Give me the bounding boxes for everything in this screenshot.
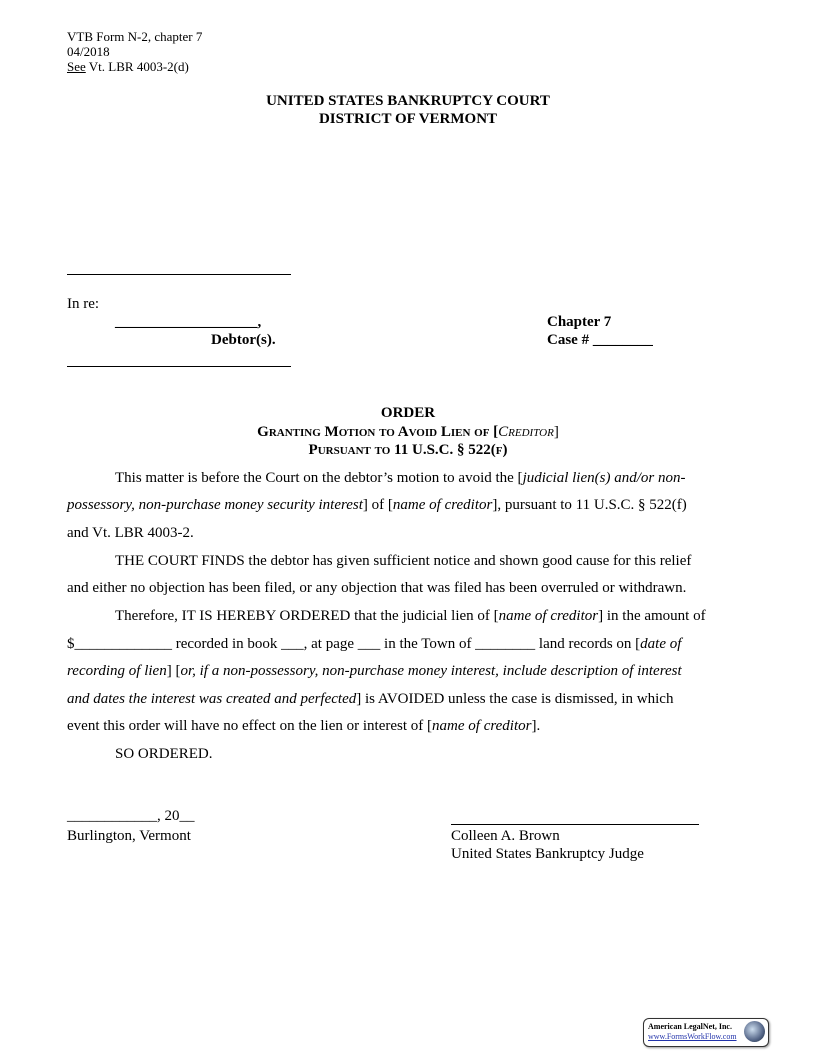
logo-company: American LegalNet, Inc. <box>648 1022 732 1031</box>
body-text: $_____________ recorded in book ___, at page ___ in the Town of ________ land records on [ <box>67 636 641 652</box>
body-text: This matter is before the Court on the debtor’s motion to avoid the [ <box>115 470 523 486</box>
body-line <box>115 553 691 570</box>
judge-name: Colleen A. Brown <box>451 828 560 844</box>
body-line <box>67 663 682 680</box>
body-text: ]. <box>531 718 541 734</box>
court-name: UNITED STATES BANKRUPTCY COURT <box>266 93 550 109</box>
caption-bottom-rule <box>67 366 291 367</box>
form-date: 04/2018 <box>67 44 110 59</box>
americanlegalnet-logo[interactable] <box>643 1018 769 1047</box>
creditor-placeholder: Creditor <box>498 424 554 440</box>
case-number: Case # ________ <box>547 332 653 348</box>
body-line <box>115 470 685 487</box>
signature-line <box>451 824 699 825</box>
body-text: Therefore, IT IS HEREBY ORDERED that the judicial lien of [ <box>115 608 499 624</box>
see-label: See <box>67 59 86 74</box>
placeholder-text: date of <box>640 636 682 652</box>
placeholder-text: possessory, non-purchase money security interest <box>67 497 363 513</box>
placeholder-text: or, if a non-possessory, non-purchase money interest, include description of interest <box>180 663 682 679</box>
order-subtitle <box>0 424 816 441</box>
body-text: event this order will have no effect on the lien or interest of [ <box>67 718 433 734</box>
subtitle-bracket: ] <box>553 424 559 440</box>
placeholder-text: name of creditor <box>498 608 599 624</box>
signing-place: Burlington, Vermont <box>67 828 191 844</box>
body-text: ] in the amount of <box>598 608 706 624</box>
body-line <box>115 608 706 625</box>
form-number: VTB Form N-2, chapter 7 <box>67 29 203 44</box>
placeholder-text: name of creditor <box>392 497 493 513</box>
placeholder-text: judicial lien(s) and/or non- <box>522 470 686 486</box>
body-text: and either no objection has been filed, or any objection that was filed has been overruled or withdrawn. <box>67 580 687 596</box>
placeholder-text: recording of lien <box>67 663 167 679</box>
subtitle-text: Granting Motion to Avoid Lien of [ <box>257 424 499 440</box>
debtor-name-blank: ___________________, <box>115 314 262 330</box>
body-text: ] is AVOIDED unless the case is dismissed, in which <box>356 691 674 707</box>
body-line <box>67 636 681 653</box>
body-line <box>67 580 686 597</box>
reference-text: Vt. LBR 4003-2(d) <box>85 59 189 74</box>
body-line <box>67 497 687 514</box>
date-blank: ____________, 20__ <box>67 808 195 824</box>
body-text: SO ORDERED. <box>115 746 213 762</box>
body-line <box>67 691 673 708</box>
logo-url[interactable]: www.FormsWorkFlow.com <box>648 1032 737 1041</box>
body-text: ] of [ <box>362 497 393 513</box>
body-line <box>115 746 213 763</box>
chapter-label: Chapter 7 <box>547 314 612 330</box>
body-text: and Vt. LBR 4003-2. <box>67 525 194 541</box>
order-title: ORDER <box>380 405 436 421</box>
form-reference <box>67 59 189 74</box>
caption-top-rule <box>67 274 291 275</box>
debtors-label: Debtor(s). <box>211 332 276 348</box>
order-statute: Pursuant to 11 U.S.C. § 522(f) <box>308 442 508 458</box>
globe-icon <box>744 1021 765 1042</box>
body-line <box>67 525 194 542</box>
body-text: ], pursuant to 11 U.S.C. § 522(f) <box>492 497 687 513</box>
placeholder-text: and dates the interest was created and perfected <box>67 691 357 707</box>
in-re-label: In re: <box>67 296 100 312</box>
placeholder-text: name of creditor <box>432 718 532 734</box>
judge-title: United States Bankruptcy Judge <box>451 846 644 862</box>
court-district: DISTRICT OF VERMONT <box>318 111 498 127</box>
body-line <box>67 718 540 735</box>
body-text: ] [ <box>166 663 181 679</box>
body-text: THE COURT FINDS the debtor has given sufficient notice and shown good cause for this relief <box>115 553 692 569</box>
